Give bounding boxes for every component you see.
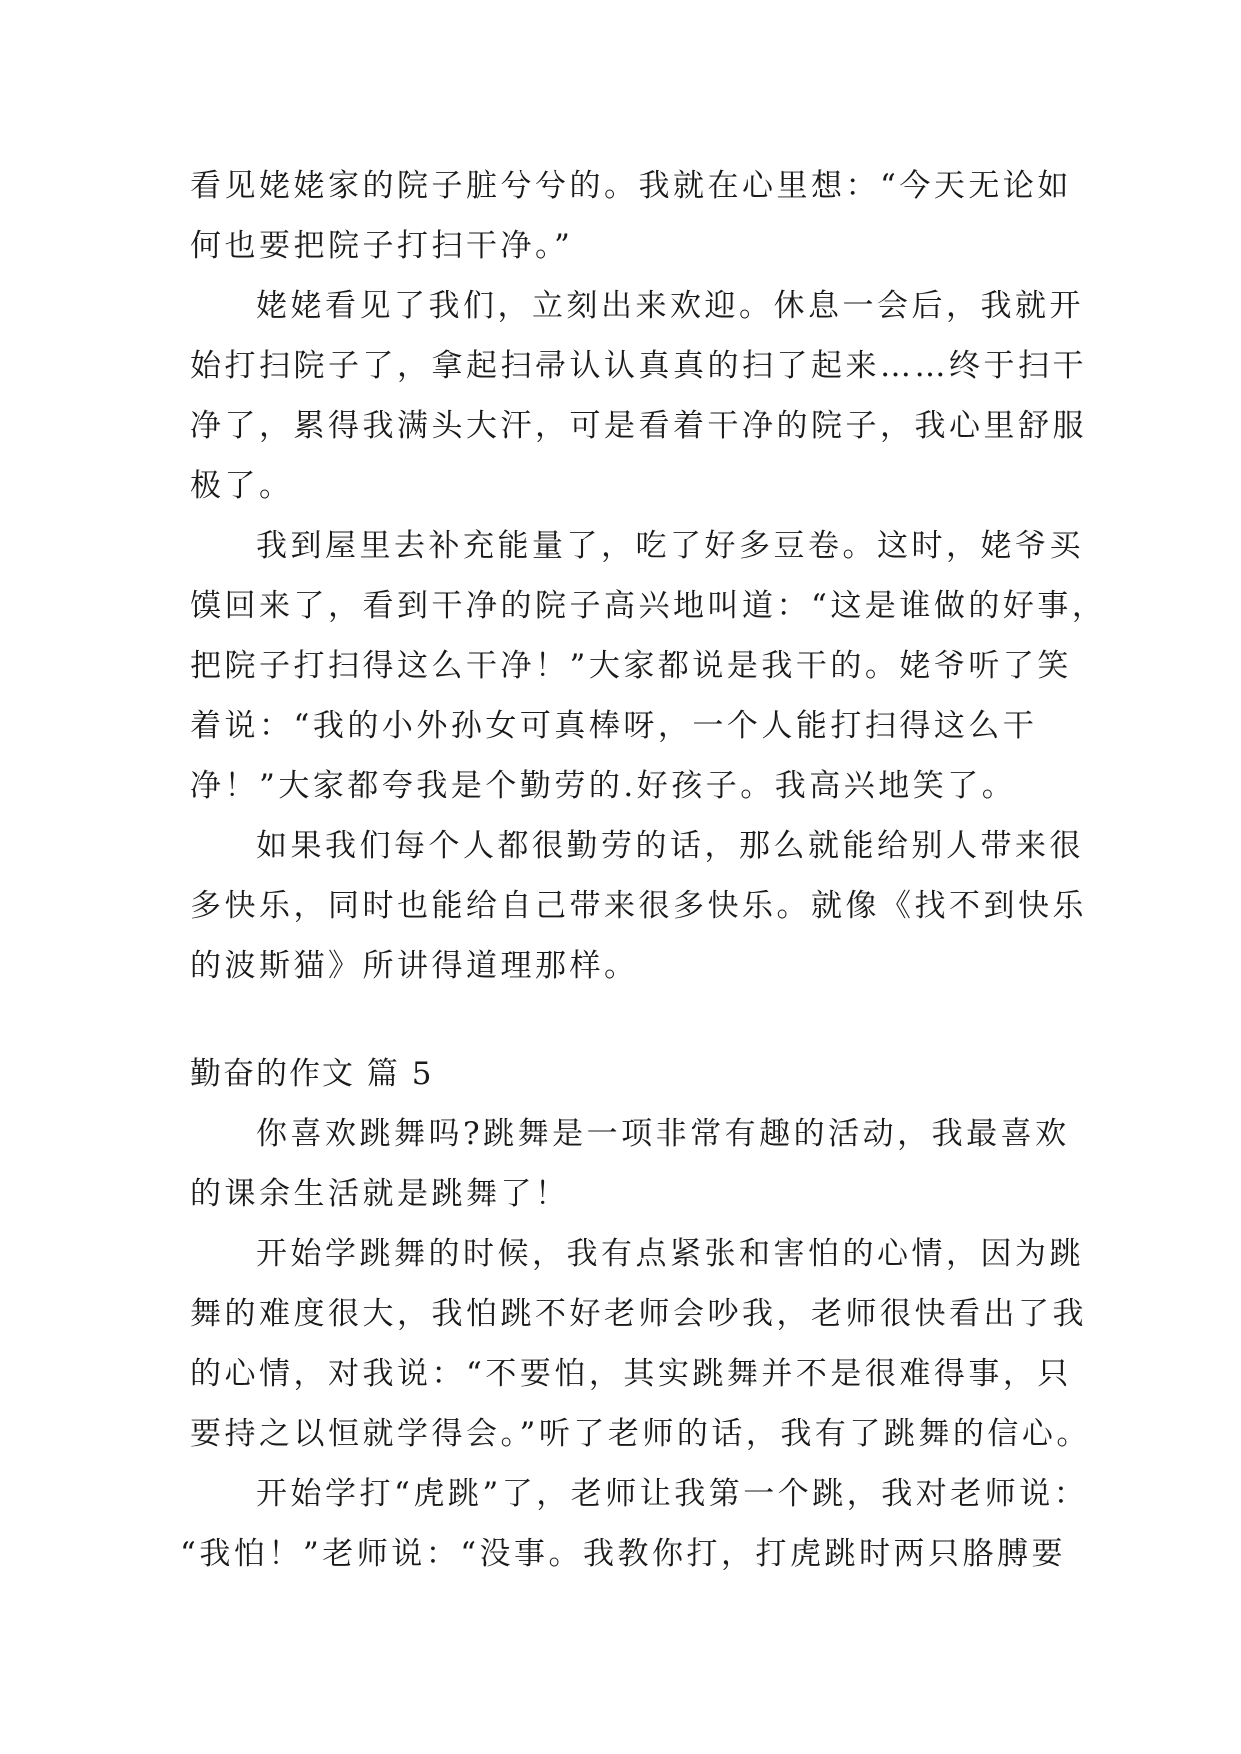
text-line: 的心情，对我说：“不要怕，其实跳舞并不是很难得事，只	[190, 1356, 1072, 1392]
text-line: 极了。	[190, 468, 294, 504]
section-heading: 勤奋的作文 篇 5	[190, 1056, 434, 1092]
paragraph-start: 如果我们每个人都很勤劳的话，那么就能给别人带来很	[256, 828, 1084, 864]
text-line: 馍回来了，看到干净的院子高兴地叫道：“这是谁做的好事，	[190, 588, 1107, 624]
text-line: “我怕！”老师说：“没事。我教你打，打虎跳时两只胳膊要	[180, 1536, 1067, 1572]
text-line: 多快乐，同时也能给自己带来很多快乐。就像《找不到快乐	[190, 888, 1087, 924]
text-line: 舞的难度很大，我怕跳不好老师会吵我，老师很快看出了我	[190, 1296, 1087, 1332]
paragraph-start: 我到屋里去补充能量了，吃了好多豆卷。这时，姥爷买	[256, 528, 1084, 564]
paragraph-start: 姥姥看见了我们，立刻出来欢迎。休息一会后，我就开	[256, 288, 1084, 324]
text-line: 的课余生活就是跳舞了！	[190, 1176, 570, 1212]
text-line: 的波斯猫》所讲得道理那样。	[190, 948, 639, 984]
text-line: 着说：“我的小外孙女可真棒呀，一个人能打扫得这么干	[190, 708, 1038, 744]
text-line: 净了，累得我满头大汗，可是看着干净的院子，我心里舒服	[190, 408, 1087, 444]
text-line: 始打扫院子了，拿起扫帚认认真真的扫了起来……终于扫干	[190, 348, 1087, 384]
text-line: 要持之以恒就学得会。”听了老师的话，我有了跳舞的信心。	[190, 1416, 1091, 1452]
text-line: 净！”大家都夸我是个勤劳的.好孩子。我高兴地笑了。	[190, 768, 1017, 804]
paragraph-start: 你喜欢跳舞吗?跳舞是一项非常有趣的活动，我最喜欢	[256, 1116, 1070, 1152]
text-line: 看见姥姥家的院子脏兮兮的。我就在心里想：“今天无论如	[190, 168, 1072, 204]
text-line: 把院子打扫得这么干净！”大家都说是我干的。姥爷听了笑	[190, 648, 1072, 684]
paragraph-start: 开始学打“虎跳”了，老师让我第一个跳，我对老师说：	[256, 1476, 1089, 1512]
text-line: 何也要把院子打扫干净。”	[190, 228, 574, 264]
paragraph-start: 开始学跳舞的时候，我有点紧张和害怕的心情，因为跳	[256, 1236, 1084, 1272]
